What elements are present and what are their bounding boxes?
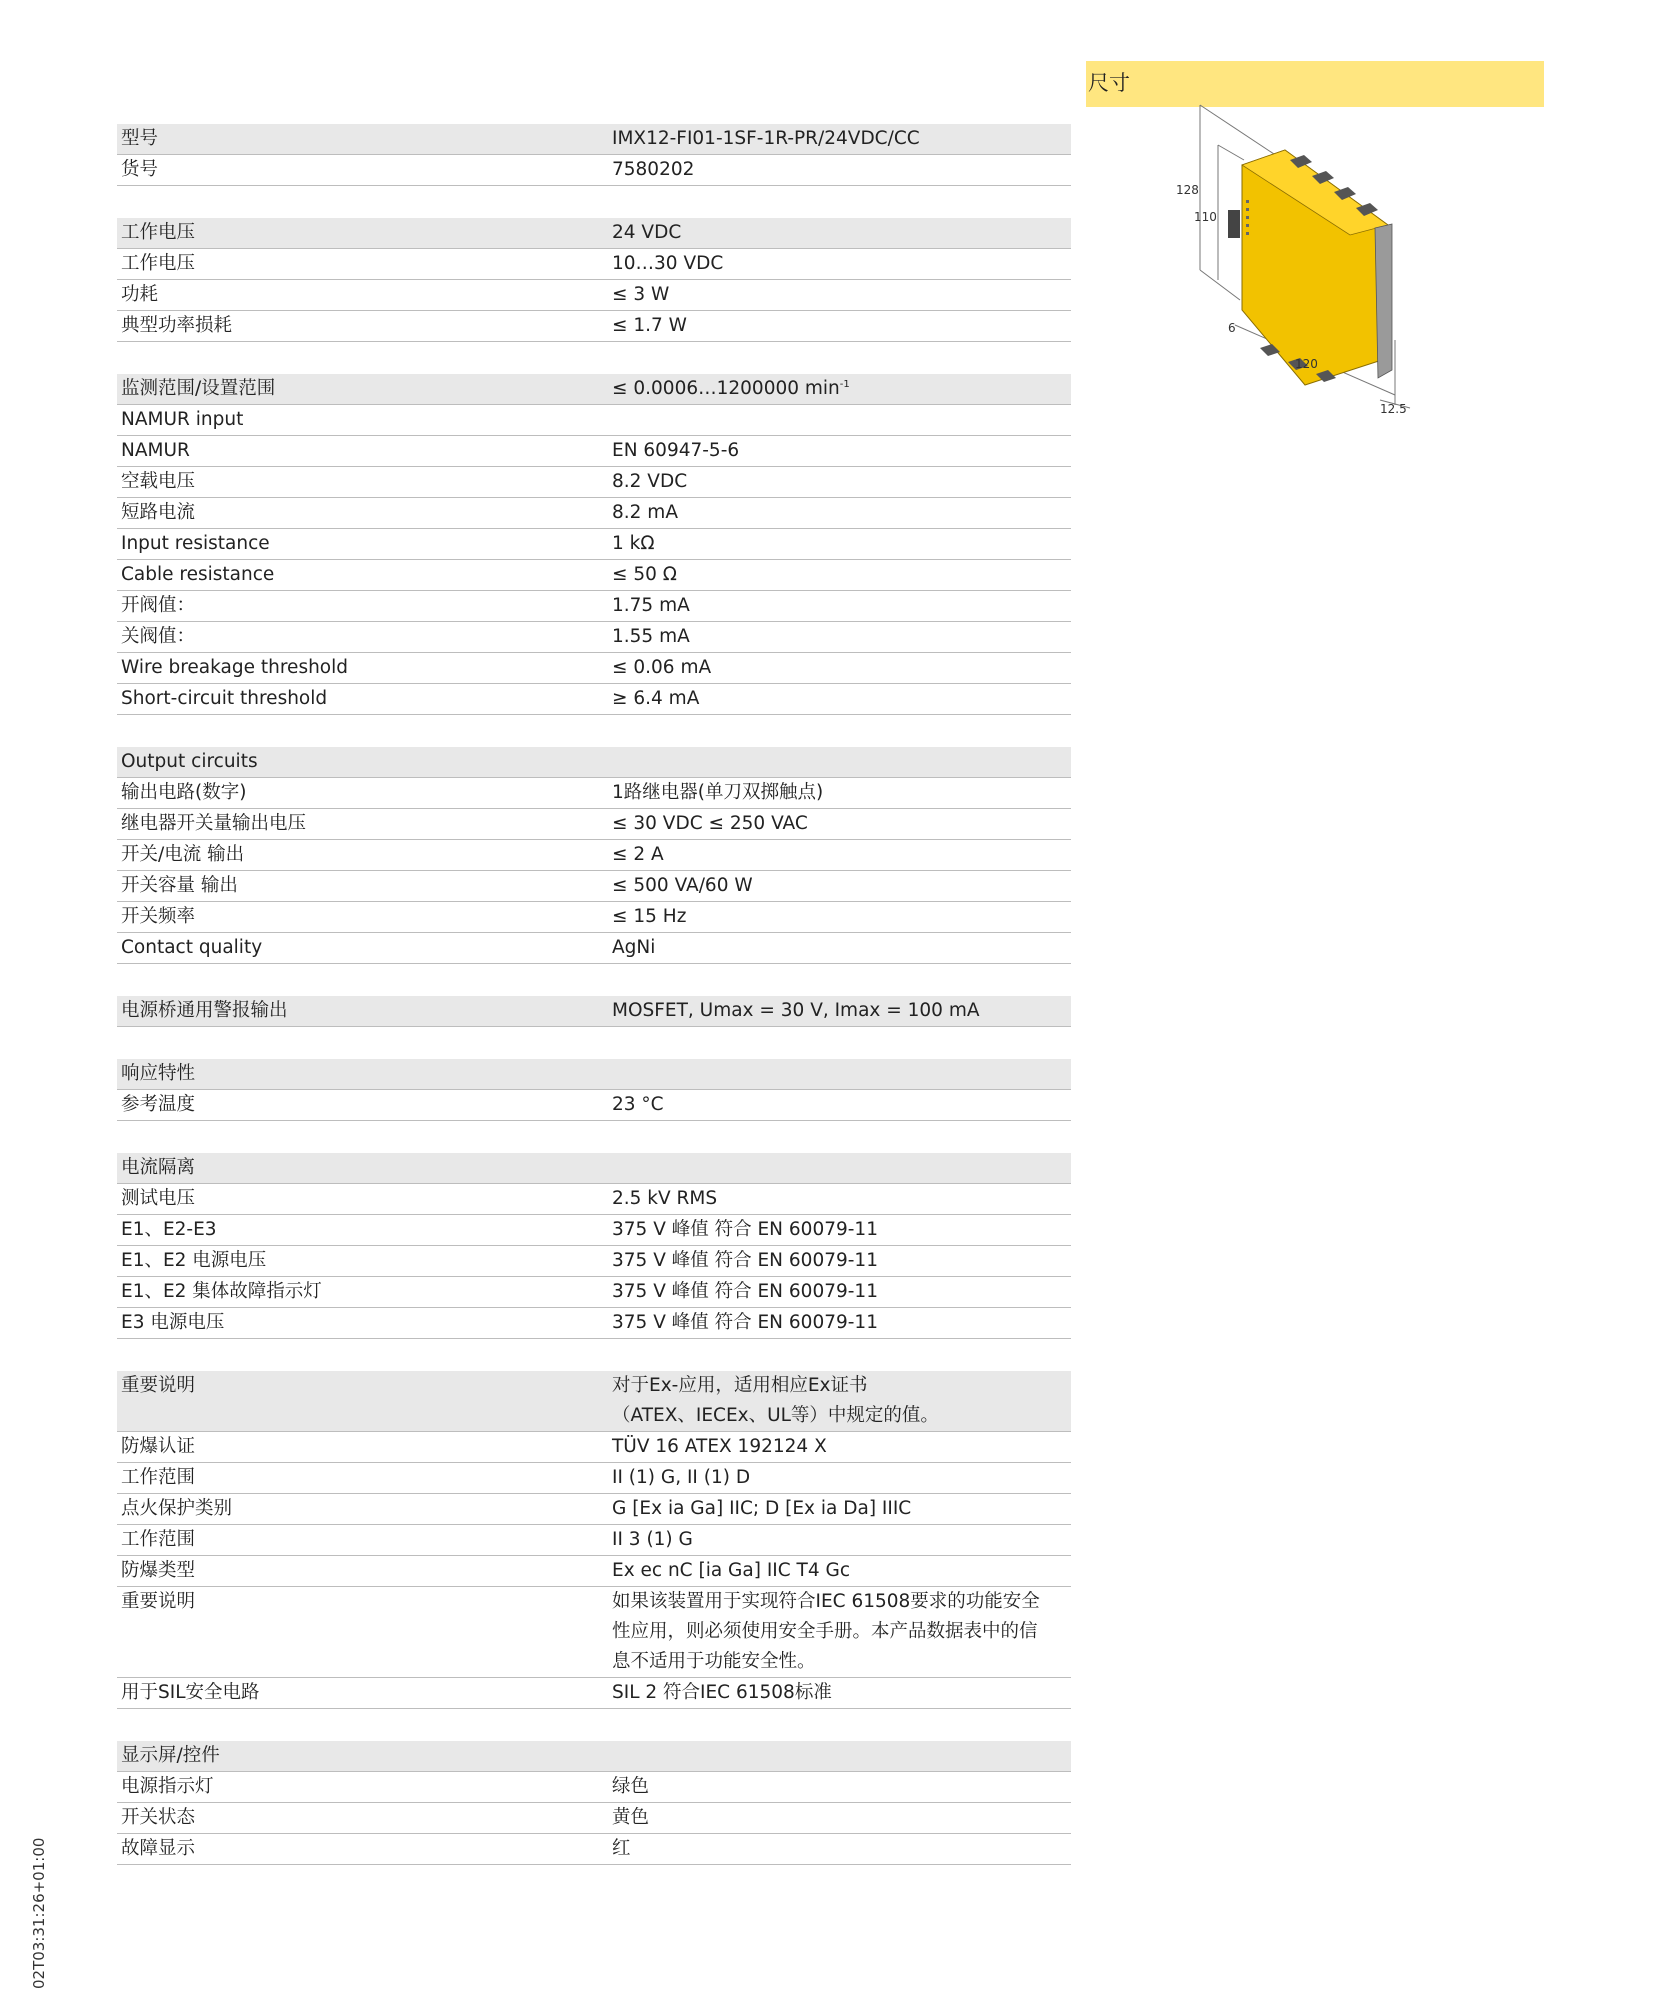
spec-label: E1、E2 电源电压 [121,1250,267,1271]
spec-value [612,1587,1071,1677]
spec-row [117,1153,1071,1184]
spec-value [612,871,1071,901]
spec-row [117,1587,1071,1678]
spec-value-text: 1 kΩ [612,533,655,554]
spec-value [612,1215,1071,1245]
spec-label: 输出电路(数字) [121,782,247,803]
spec-label: 短路电流 [121,502,196,523]
spec-value [612,124,1071,154]
spec-value [612,1834,1071,1864]
spec-label: Short-circuit threshold [121,688,328,709]
spec-value-text: 绿色 [612,1776,650,1797]
spec-value-text: 红 [612,1838,631,1859]
spec-value-text: 1.75 mA [612,595,690,616]
spec-value-line: 对于Ex-应用，适用相应Ex证书 [612,1375,868,1396]
spec-value-text: ≤ 30 VDC ≤ 250 VAC [612,813,808,834]
unit-exponent: -1 [839,378,850,390]
spec-value [612,1772,1071,1802]
spec-value-text: 2.5 kV RMS [612,1188,718,1209]
spec-value [612,1678,1071,1708]
spec-label: NAMUR input [121,409,244,430]
spec-value [612,1153,1071,1183]
spec-row [117,467,1071,498]
spec-value [612,1308,1071,1338]
spec-label: 开关容量 输出 [121,875,238,896]
spec-row [117,591,1071,622]
dim-label-110: 110 [1194,210,1217,224]
spec-row [117,1246,1071,1277]
spec-row [117,1525,1071,1556]
spec-value [612,840,1071,870]
spec-value-text: G [Ex ia Ga] IIC; D [Ex ia Da] IIIC [612,1498,912,1519]
spec-value-text: SIL 2 符合IEC 61508标准 [612,1682,832,1703]
spec-value-text: EN 60947-5-6 [612,440,740,461]
spec-row [117,1463,1071,1494]
spec-value [612,778,1071,808]
spec-row [117,778,1071,809]
spec-label: 继电器开关量输出电压 [121,813,307,834]
spec-row [117,871,1071,902]
dim-label-128: 128 [1176,183,1199,197]
group-spacer [117,1339,1071,1371]
group-spacer [117,964,1071,996]
spec-row [117,653,1071,684]
spec-row [117,1059,1071,1090]
spec-label: 显示屏/控件 [121,1745,220,1766]
spec-label: 开关状态 [121,1807,196,1828]
spec-label: 关阀值： [121,626,196,647]
dim-label-120: 120 [1295,357,1318,371]
spec-row [117,1277,1071,1308]
spec-row [117,1308,1071,1339]
spec-value [612,902,1071,932]
spec-row [117,436,1071,467]
spec-value [612,498,1071,528]
spec-row [117,809,1071,840]
spec-row [117,1215,1071,1246]
spec-value-text: TÜV 16 ATEX 192124 X [612,1436,827,1457]
spec-label: E1、E2-E3 [121,1219,217,1240]
spec-value-text: ≤ 0.06 mA [612,657,712,678]
spec-row [117,280,1071,311]
spec-label: Output circuits [121,751,258,772]
spec-value [612,933,1071,963]
spec-row [117,124,1071,155]
spec-value-text: II (1) G, II (1) D [612,1467,751,1488]
spec-value [612,405,1071,435]
spec-value-text: 375 V 峰值 符合 EN 60079-11 [612,1250,878,1271]
spec-label: Contact quality [121,937,263,958]
spec-value-line: 如果该装置用于实现符合IEC 61508要求的功能安全 [612,1591,1040,1612]
spec-row [117,1772,1071,1803]
spec-row [117,684,1071,715]
spec-value [612,591,1071,621]
spec-label: NAMUR [121,440,190,461]
spec-value-text: ≤ 1.7 W [612,315,687,336]
spec-row [117,902,1071,933]
spec-label: 重要说明 [121,1375,196,1396]
spec-value-text: ≤ 50 Ω [612,564,677,585]
group-spacer [117,1709,1071,1741]
spec-value [612,560,1071,590]
group-spacer [117,1121,1071,1153]
spec-label: 型号 [121,128,159,149]
group-spacer [117,186,1071,218]
spec-row [117,1834,1071,1865]
spec-label: 功耗 [121,284,159,305]
spec-value-text: ≤ 3 W [612,284,670,305]
spec-table [117,124,1071,1865]
spec-label: Wire breakage threshold [121,657,349,678]
spec-value [612,996,1071,1026]
spec-value-text: 8.2 mA [612,502,678,523]
spec-value [612,280,1071,310]
spec-label: 重要说明 [121,1591,196,1612]
spec-row [117,840,1071,871]
spec-row [117,1556,1071,1587]
spec-value [612,155,1071,185]
dim-label-6: 6 [1228,321,1236,335]
spec-value [612,529,1071,559]
spec-value [612,809,1071,839]
spec-value-text: 24 VDC [612,222,682,243]
spec-value-text: 10…30 VDC [612,253,724,274]
spec-value-text: ≤ 0.0006…1200000 min [612,378,840,399]
spec-value-text: 375 V 峰值 符合 EN 60079-11 [612,1219,878,1240]
spec-value-text: ≤ 15 Hz [612,906,687,927]
spec-value [612,467,1071,497]
spec-value [612,622,1071,652]
spec-label: 货号 [121,159,159,180]
spec-label: 开关/电流 输出 [121,844,245,865]
spec-value [612,653,1071,683]
spec-label: 工作范围 [121,1529,196,1550]
spec-row [117,1741,1071,1772]
dimension-drawing [1176,100,1420,420]
spec-value [612,1277,1071,1307]
spec-value [612,747,1071,777]
spec-row [117,405,1071,436]
spec-row [117,560,1071,591]
spec-row [117,1371,1071,1432]
spec-value [612,1463,1071,1493]
spec-label: 故障显示 [121,1838,196,1859]
spec-row [117,747,1071,778]
spec-label: 电源桥通用警报输出 [121,1000,288,1021]
spec-value-text: 375 V 峰值 符合 EN 60079-11 [612,1312,878,1333]
spec-value [612,1741,1071,1771]
spec-label: 防爆类型 [121,1560,196,1581]
spec-value-text: 23 °C [612,1094,664,1115]
spec-value-text: II 3 (1) G [612,1529,693,1550]
spec-value-text: 375 V 峰值 符合 EN 60079-11 [612,1281,878,1302]
spec-label: 电源指示灯 [121,1776,214,1797]
spec-row [117,996,1071,1027]
spec-value [612,1803,1071,1833]
spec-row [117,622,1071,653]
dim-label-12-5: 12.5 [1380,402,1407,416]
spec-value-text: IMX12-FI01-1SF-1R-PR/24VDC/CC [612,128,920,149]
spec-value [612,436,1071,466]
side-timestamp: 02T03:31:26+01:00 [30,1837,48,1989]
spec-label: E3 电源电压 [121,1312,225,1333]
spec-value [612,1432,1071,1462]
spec-value [612,1494,1071,1524]
spec-row [117,529,1071,560]
group-spacer [117,1027,1071,1059]
spec-value-text: MOSFET, Umax = 30 V, Imax = 100 mA [612,1000,980,1021]
spec-label: 开阀值： [121,595,196,616]
spec-row [117,1184,1071,1215]
spec-value [612,1246,1071,1276]
spec-label: Cable resistance [121,564,275,585]
spec-value [612,1184,1071,1214]
spec-label: 开关频率 [121,906,196,927]
spec-value-text: 8.2 VDC [612,471,688,492]
spec-value-text: 1路继电器(单刀双掷触点) [612,782,824,803]
spec-value-text: ≤ 2 A [612,844,664,865]
spec-value [612,311,1071,341]
spec-label: 用于SIL安全电路 [121,1682,260,1703]
group-spacer [117,715,1071,747]
spec-row [117,1090,1071,1121]
spec-label: Input resistance [121,533,270,554]
spec-row [117,249,1071,280]
spec-value-text: AgNi [612,937,656,958]
spec-row [117,374,1071,405]
spec-row [117,933,1071,964]
spec-value [612,218,1071,248]
spec-row [117,1432,1071,1463]
spec-label: 空载电压 [121,471,196,492]
spec-row [117,218,1071,249]
spec-value [612,1090,1071,1120]
spec-value-text: 1.55 mA [612,626,690,647]
spec-label: 测试电压 [121,1188,196,1209]
spec-row [117,1494,1071,1525]
dimensions-title: 尺寸 [1088,71,1130,95]
group-spacer [117,342,1071,374]
spec-row [117,1678,1071,1709]
spec-value [612,684,1071,714]
spec-value [612,1059,1071,1089]
spec-value [612,1371,1071,1431]
spec-label: 工作电压 [121,253,196,274]
spec-label: 响应特性 [121,1063,196,1084]
spec-label: 防爆认证 [121,1436,196,1457]
spec-value-text: 7580202 [612,159,695,180]
spec-value-text: Ex ec nC [ia Ga] IIC T4 Gc [612,1560,850,1581]
spec-label: 典型功率损耗 [121,315,233,336]
spec-label: 参考温度 [121,1094,196,1115]
spec-value [612,1525,1071,1555]
spec-value [612,1556,1071,1586]
spec-label: 电流隔离 [121,1157,196,1178]
spec-label: 工作范围 [121,1467,196,1488]
spec-row [117,311,1071,342]
spec-value-text: 黄色 [612,1807,650,1828]
spec-value-line: 息不适用于功能安全性。 [612,1651,816,1672]
spec-value-text: ≥ 6.4 mA [612,688,700,709]
spec-label: 工作电压 [121,222,196,243]
spec-value-line: （ATEX、IECEx、UL等）中规定的值。 [612,1405,939,1426]
spec-label: 点火保护类别 [121,1498,233,1519]
spec-row [117,155,1071,186]
spec-label: 监测范围/设置范围 [121,378,276,399]
spec-row [117,1803,1071,1834]
spec-row [117,498,1071,529]
spec-value [612,249,1071,279]
spec-label: E1、E2 集体故障指示灯 [121,1281,322,1302]
spec-value [612,374,1071,404]
spec-value-line: 性应用，则必须使用安全手册。本产品数据表中的信 [612,1621,1038,1642]
spec-value-text: ≤ 500 VA/60 W [612,875,753,896]
